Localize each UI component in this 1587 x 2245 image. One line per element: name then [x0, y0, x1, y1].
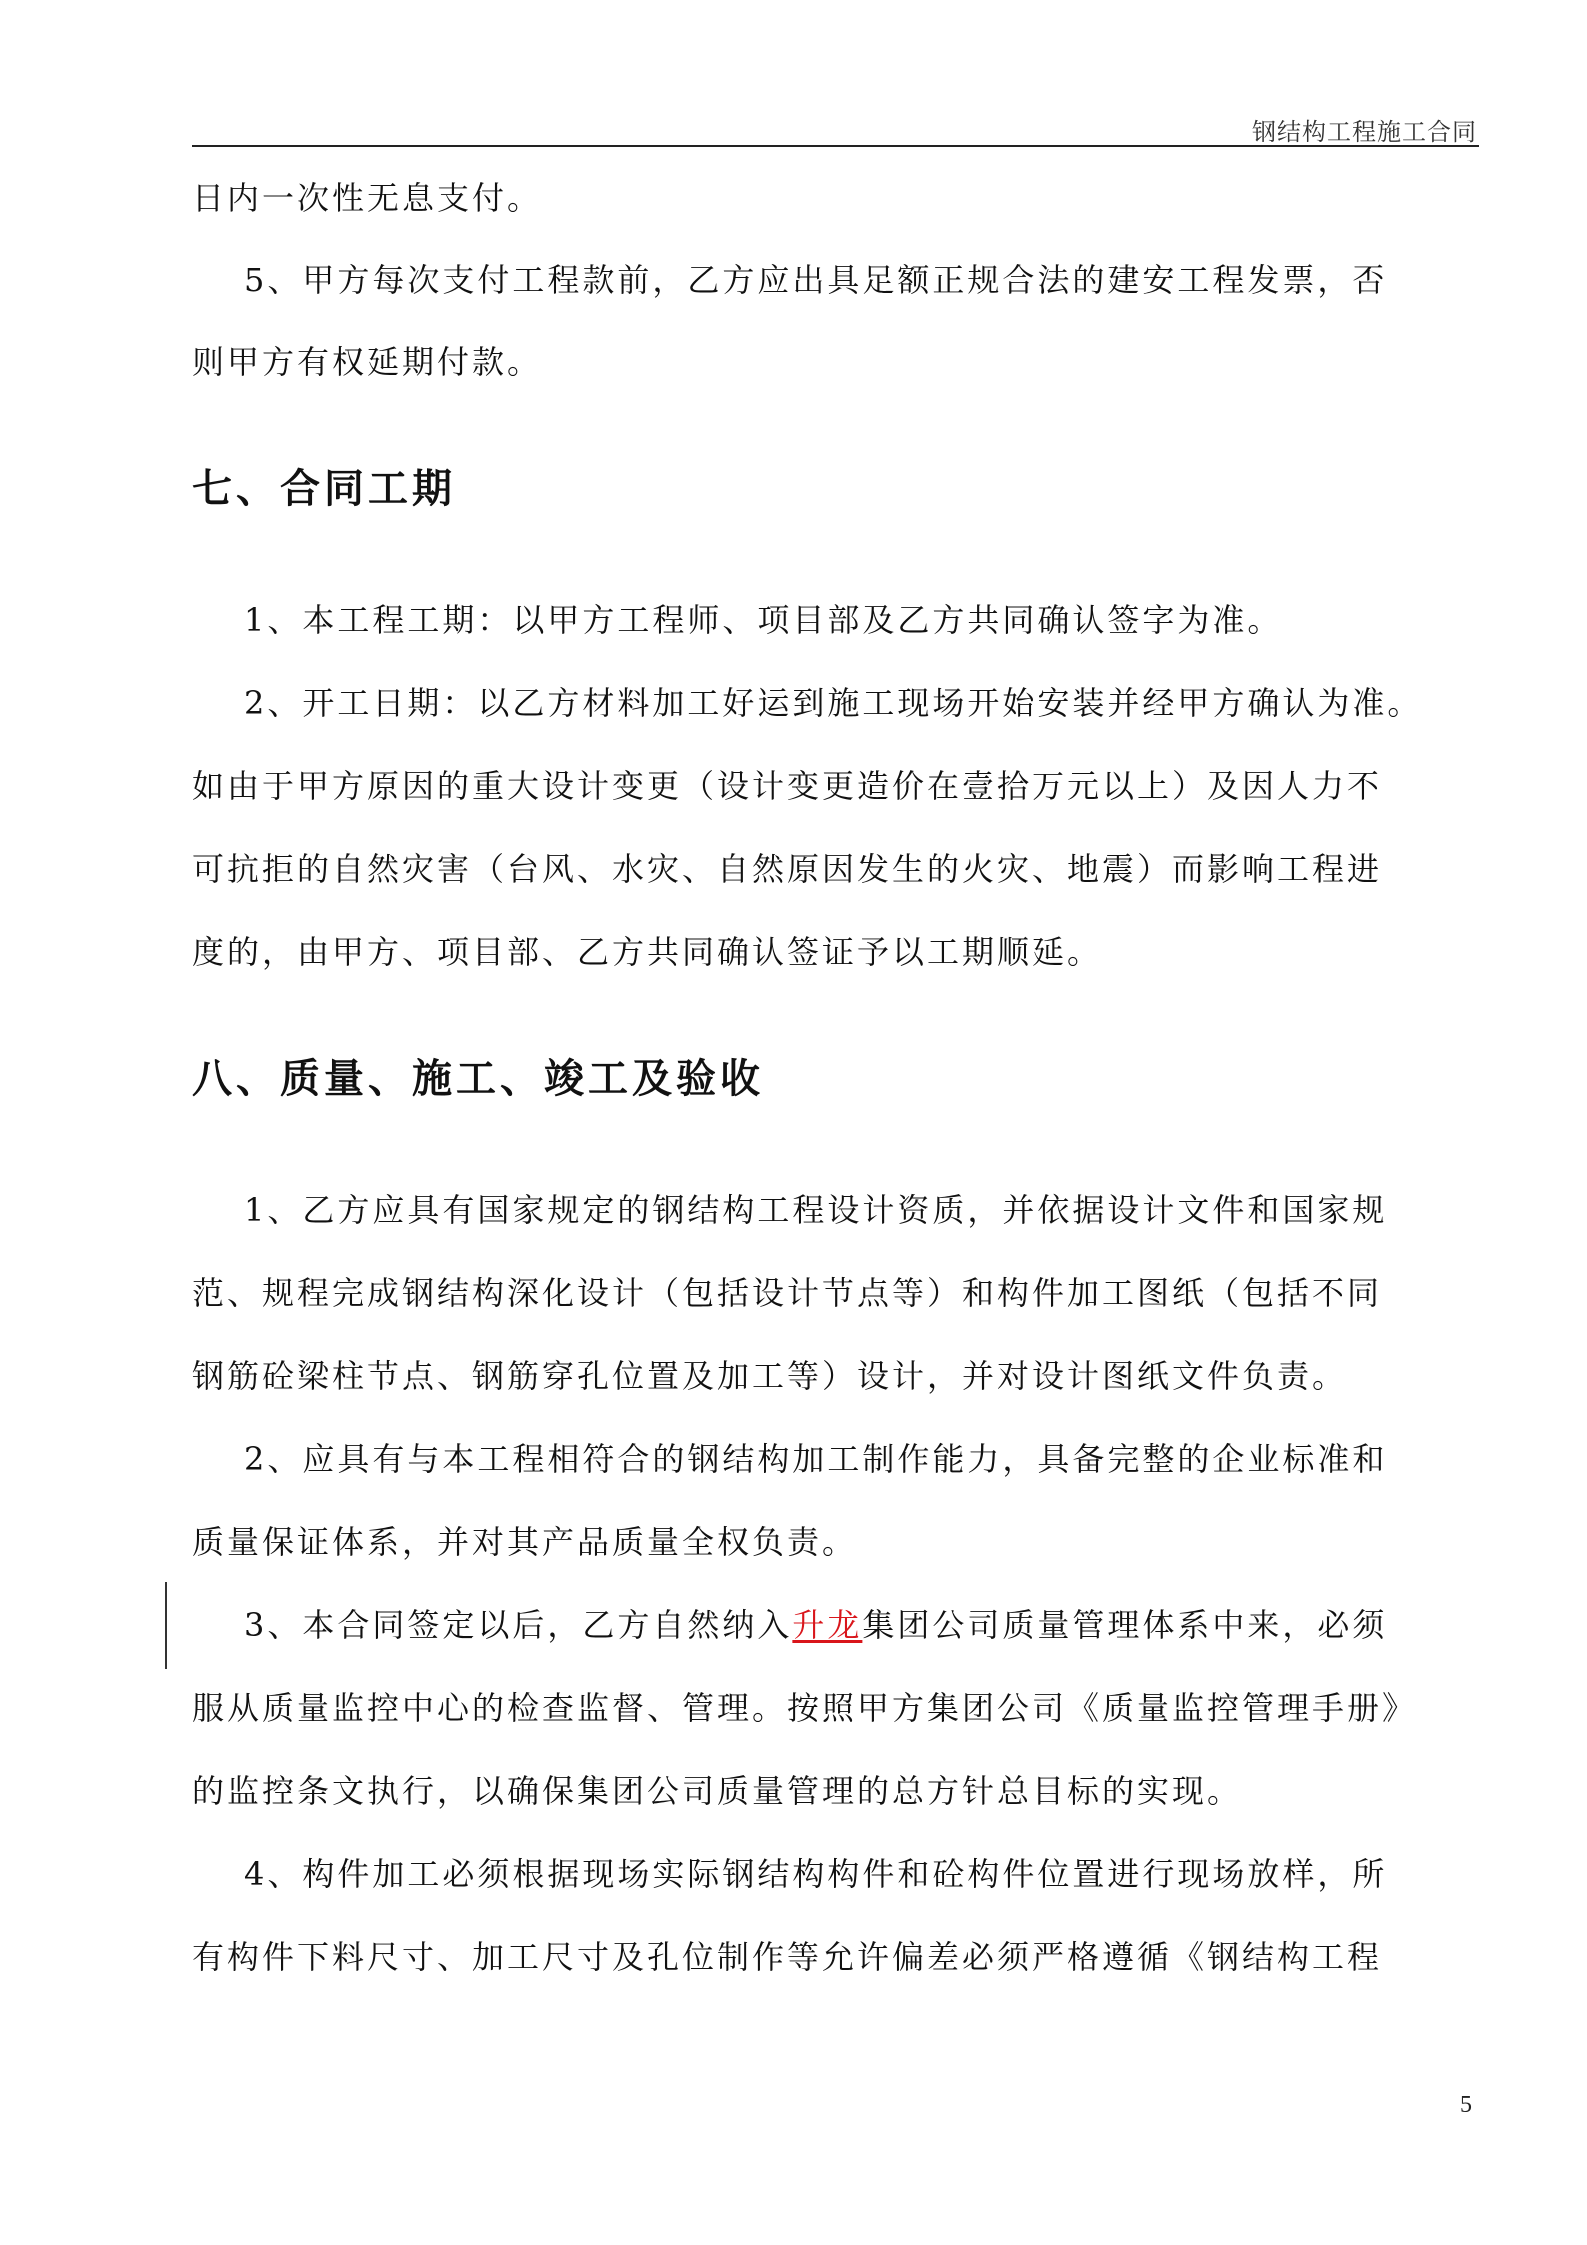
section-heading-8: 八、质量、施工、竣工及验收: [192, 1055, 764, 1102]
body-line: [244, 1605, 1544, 1645]
body-text: 3、本合同签定以后，乙方自然纳入: [244, 1606, 793, 1644]
body-text: 集团公司质量管理体系中来，必须: [862, 1606, 1388, 1644]
body-line: 质量保证体系，并对其产品质量全权负责。: [192, 1523, 858, 1561]
body-line: 1、本工程工期：以甲方工程师、项目部及乙方共同确认签字为准。: [244, 601, 1283, 639]
body-line: 4、构件加工必须根据现场实际钢结构构件和砼构件位置进行现场放样，所: [244, 1855, 1388, 1893]
body-line: 可抗拒的自然灾害（台风、水灾、自然原因发生的火灾、地震）而影响工程进: [192, 850, 1383, 888]
body-line: 钢筋砼梁柱节点、钢筋穿孔位置及加工等）设计，并对设计图纸文件负责。: [192, 1357, 1348, 1395]
body-line: 的监控条文执行，以确保集团公司质量管理的总方针总目标的实现。: [192, 1772, 1243, 1810]
body-line: 有构件下料尺寸、加工尺寸及孔位制作等允许偏差必须严格遵循《钢结构工程: [192, 1938, 1383, 1976]
header-title: 钢结构工程施工合同: [1252, 118, 1477, 146]
section-heading-7: 七、合同工期: [192, 465, 456, 512]
highlighted-text: 升龙: [792, 1606, 863, 1644]
body-line: 5、甲方每次支付工程款前，乙方应出具足额正规合法的建安工程发票，否: [244, 261, 1388, 299]
body-line: 如由于甲方原因的重大设计变更（设计变更造价在壹拾万元以上）及因人力不: [192, 767, 1383, 805]
body-line: 度的，由甲方、项目部、乙方共同确认签证予以工期顺延。: [192, 933, 1103, 971]
page-number: 5: [1460, 2092, 1472, 2118]
body-line: 日内一次性无息支付。: [192, 179, 543, 217]
body-line: 2、开工日期：以乙方材料加工好运到施工现场开始安装并经甲方确认为准。: [244, 684, 1423, 722]
body-line: 则甲方有权延期付款。: [192, 343, 543, 381]
body-line: 1、乙方应具有国家规定的钢结构工程设计资质，并依据设计文件和国家规: [244, 1191, 1388, 1229]
revision-bar: [165, 1582, 167, 1669]
body-line: 范、规程完成钢结构深化设计（包括设计节点等）和构件加工图纸（包括不同: [192, 1274, 1383, 1312]
body-line: 服从质量监控中心的检查监督、管理。按照甲方集团公司《质量监控管理手册》: [192, 1689, 1418, 1727]
body-line: 2、应具有与本工程相符合的钢结构加工制作能力，具备完整的企业标准和: [244, 1440, 1388, 1478]
header-divider: [192, 145, 1479, 147]
